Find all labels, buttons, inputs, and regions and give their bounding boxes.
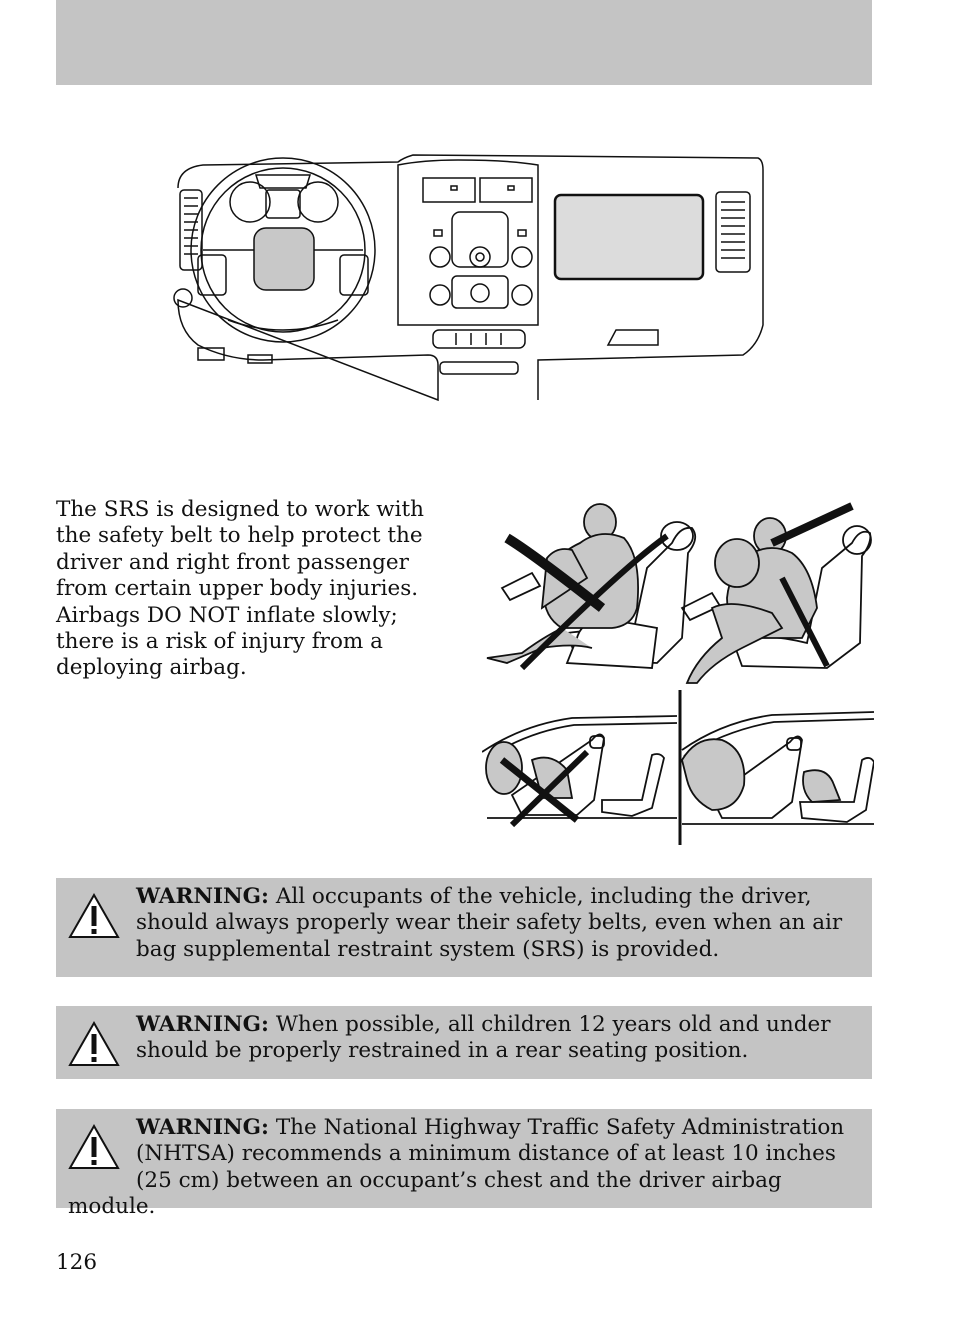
warning-triangle-icon (68, 892, 120, 940)
warning-label: WARNING: (136, 1115, 269, 1140)
dashboard-illustration (158, 150, 768, 405)
warning-label: WARNING: (136, 1012, 269, 1037)
occupant-position-illustration (482, 498, 874, 688)
warning-triangle-icon (68, 1020, 120, 1068)
warning-box-1 (56, 878, 872, 977)
warning-text: The National Highway Traffic Safety Administration (NHTSA) recommends a minimum distance of at least 10 inches (25 cm) between an occupant’s chest and the driver airbag module. (68, 1115, 845, 1220)
warning-text: All occupants of the vehicle, including the driver, should always properly wear their safety belts, even when an air bag supplemental restraint system (SRS) is provided. (136, 884, 843, 962)
warning-text: When possible, all children 12 years old and under should be properly restrained in a rear seating position. (136, 1012, 831, 1064)
header-band (56, 0, 872, 85)
warning-triangle-icon (68, 1123, 120, 1171)
warning-label: WARNING: (136, 884, 269, 909)
warning-box-2 (56, 1006, 872, 1079)
warning-box-3 (56, 1109, 872, 1220)
page-number: 126 (56, 1250, 98, 1275)
child-seat-illustration (482, 690, 874, 845)
intro-paragraph: The SRS is designed to work with the safety belt to help protect the driver and right front passenger from certain upper body injuries. Airbags DO NOT inflate slowly; there is a risk of injury from a deploying airbag. (56, 497, 424, 681)
